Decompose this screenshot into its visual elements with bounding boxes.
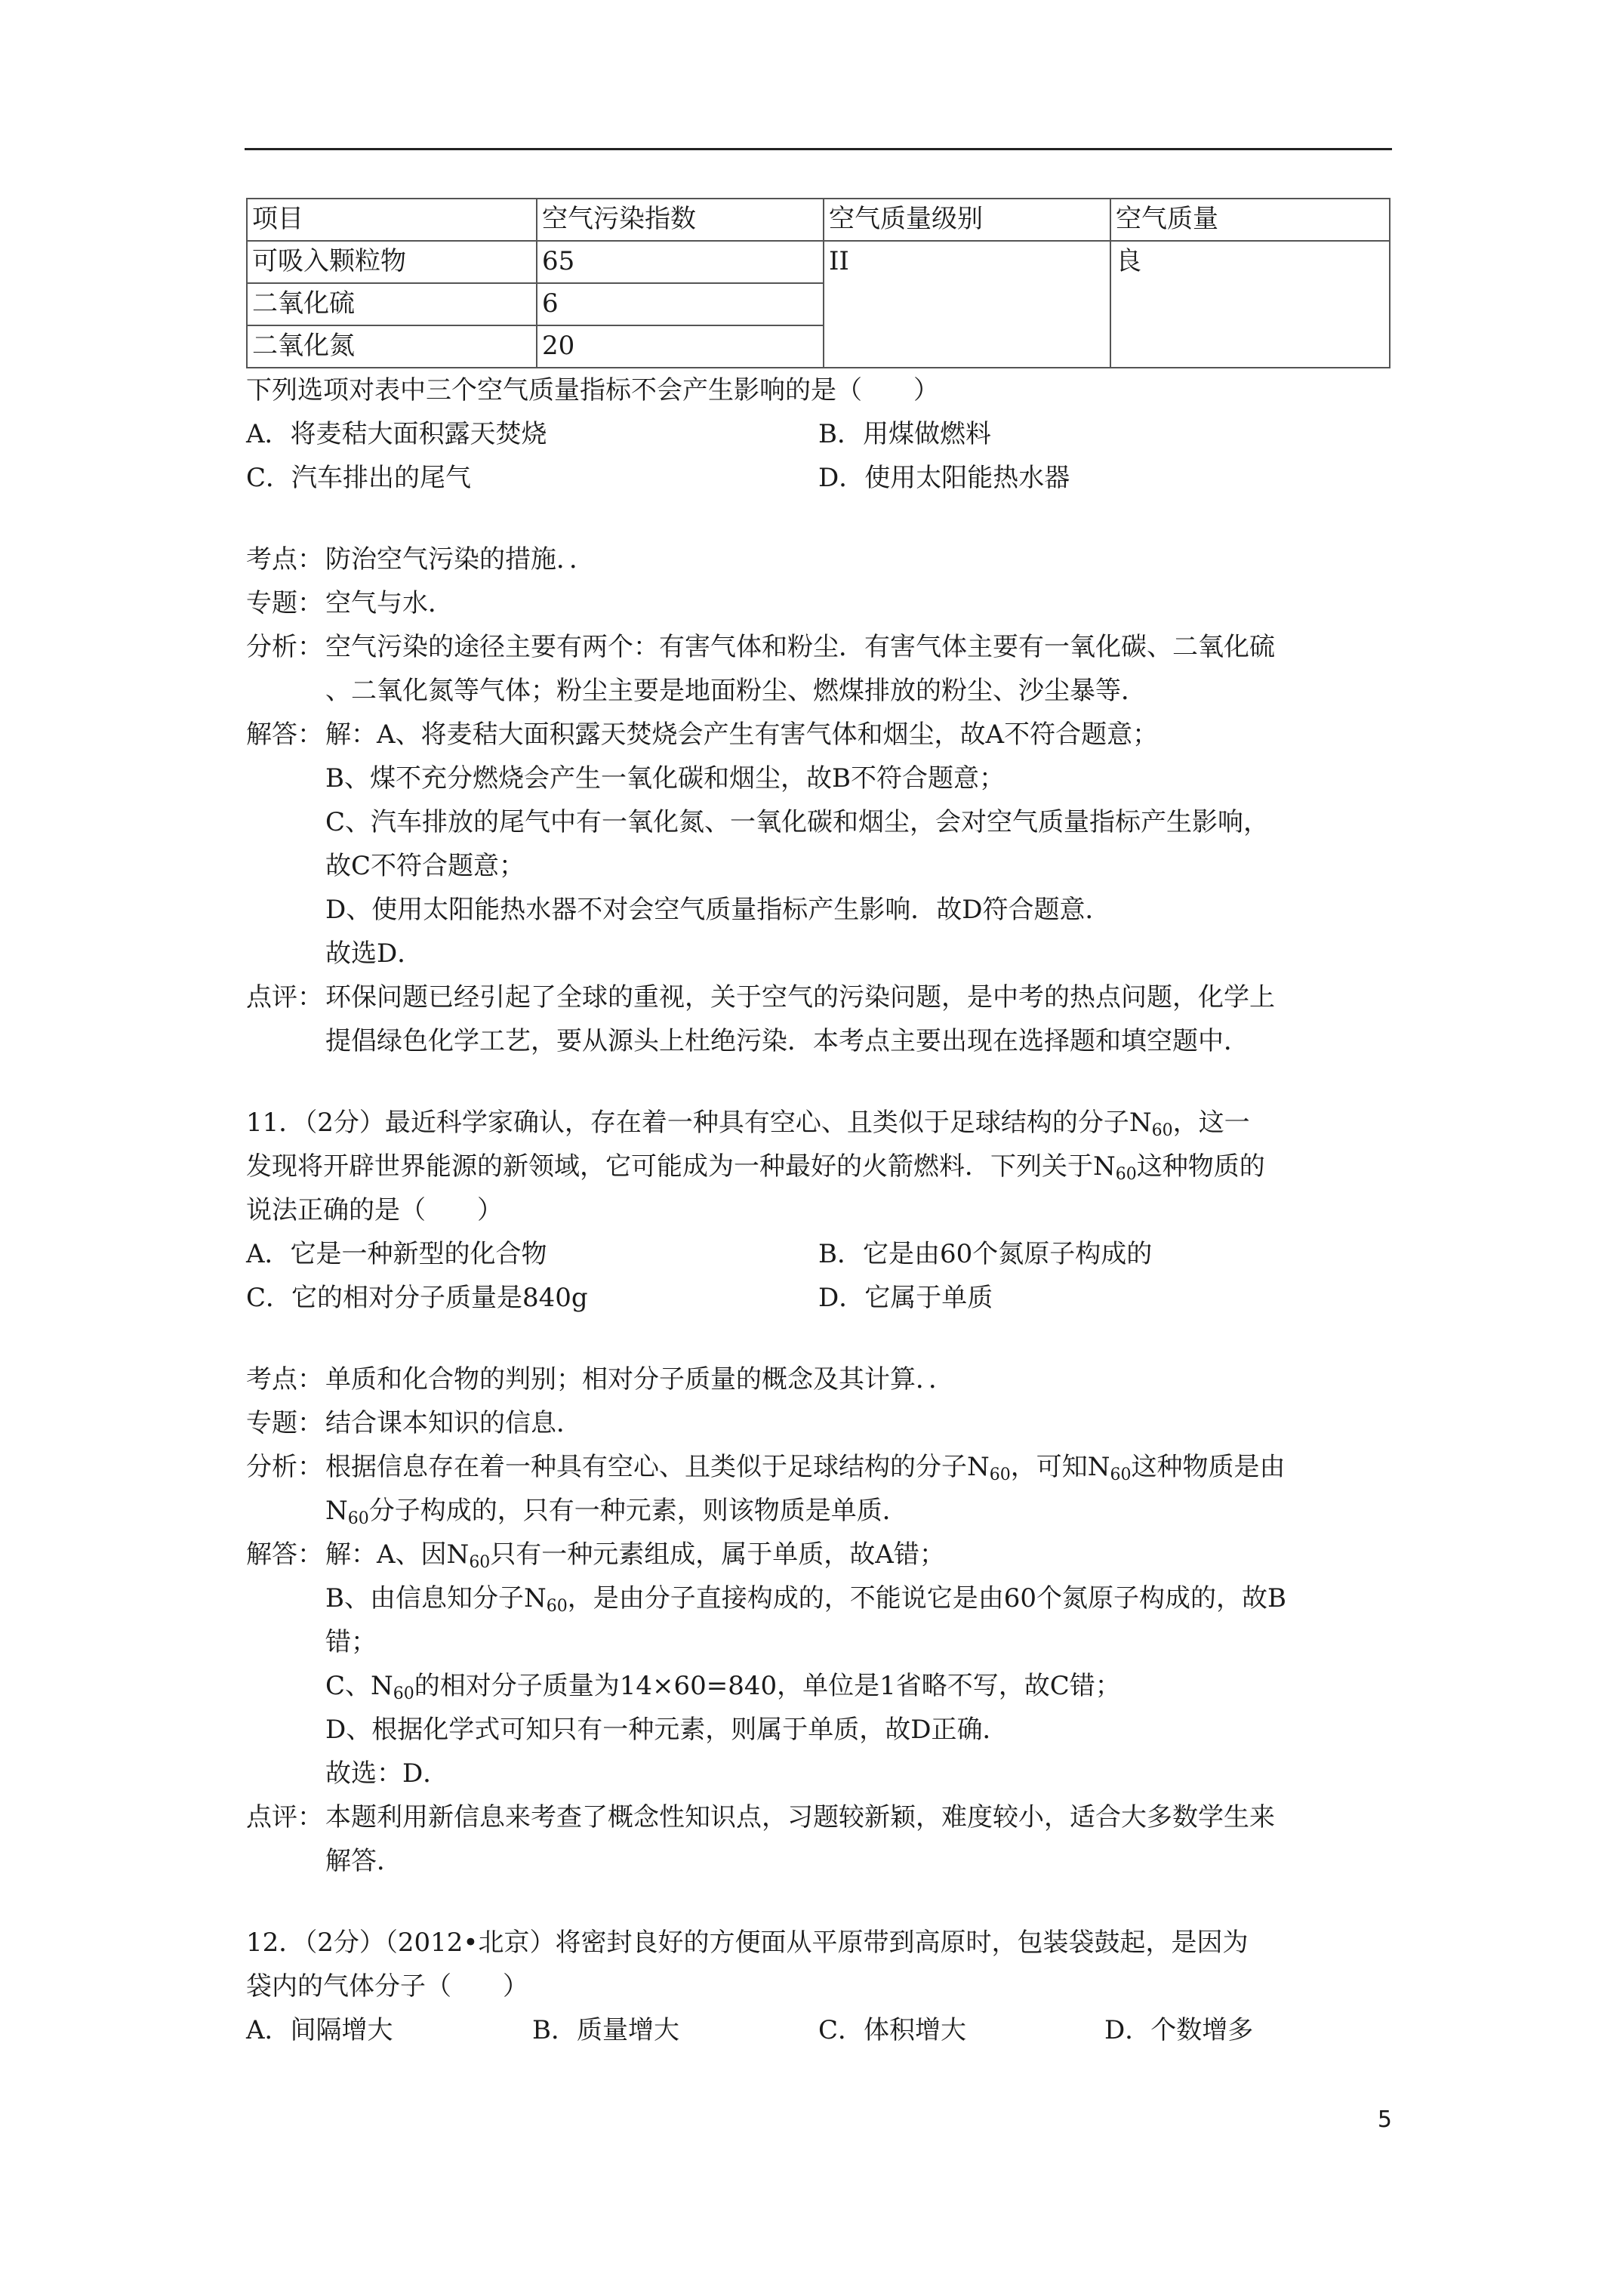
fenxi-text: 根据信息存在着一种具有空心、且类似于足球结构的分子$N_{60}$，可知$N_{60}$这种物质是由	[325, 1452, 1286, 1484]
answer-10-jieda	[246, 713, 1390, 757]
answer-10-dianping	[246, 975, 1390, 1019]
fenxi-text-continued: $N_{60}$分子构成的，只有一种元素，则该物质是单质．	[325, 1496, 908, 1528]
table-cell-level: II	[824, 241, 1110, 368]
table-header-cell: 项目	[247, 199, 537, 241]
answer-11-zhuanti	[246, 1401, 1390, 1445]
option-c: C．它的相对分子质量是840g	[246, 1283, 588, 1313]
table-cell-index: 65	[537, 241, 824, 283]
air-quality-table	[246, 198, 1390, 368]
answer-11-kaodian	[246, 1358, 1390, 1401]
jieda-line: 故选D．	[325, 938, 423, 969]
table-cell-item: 二氧化氮	[247, 325, 537, 368]
jieda-line: D、使用太阳能热水器不对会空气质量指标产生影响．故D符合题意．	[325, 895, 1111, 925]
question-12-options-row	[246, 2008, 1390, 2052]
page-number: 5	[1377, 2106, 1392, 2133]
zhuanti-label: 专题：	[246, 588, 323, 618]
table-cell-index: 20	[537, 325, 824, 368]
jieda-line: 故C不符合题意；	[325, 851, 525, 881]
option-c: C．汽车排出的尾气	[246, 463, 472, 493]
fenxi-label: 分析：	[246, 1452, 323, 1482]
jieda-line: B、煤不充分燃烧会产生一氧化碳和烟尘，故B不符合题意；	[325, 763, 1005, 794]
answer-10-kaodian	[246, 538, 1390, 581]
jieda-line: 错；	[325, 1627, 377, 1657]
kaodian-text: 单质和化合物的判别；相对分子质量的概念及其计算．．	[325, 1364, 954, 1395]
answer-11-fenxi	[246, 1445, 1390, 1489]
dianping-text: 环保问题已经引起了全球的重视，关于空气的污染问题，是中考的热点问题，化学上	[325, 982, 1275, 1012]
option-b: B．用煤做燃料	[818, 419, 991, 449]
table-row	[247, 241, 1390, 283]
option-a: A．间隔增大	[246, 2015, 393, 2045]
table-header-row	[247, 199, 1390, 241]
question-12-line-1: 12．（2分）（2012•北京）将密封良好的方便面从平原带到高原时，包装袋鼓起，是因为	[246, 1928, 1249, 1958]
option-c: C．体积增大	[818, 2015, 967, 2045]
kaodian-label: 考点：	[246, 1364, 323, 1395]
table-header-cell: 空气污染指数	[537, 199, 824, 241]
question-12-line-2: 袋内的气体分子（ ）	[246, 1971, 528, 2002]
question-10-stem: 下列选项对表中三个空气质量指标不会产生影响的是（ ）	[246, 375, 939, 405]
jieda-label: 解答：	[246, 720, 323, 750]
answer-11-jieda	[246, 1533, 1390, 1576]
option-d: D．个数增多	[1104, 2015, 1254, 2045]
question-11-line-2: 发现将开辟世界能源的新领域，它可能成为一种最好的火箭燃料．下列关于$N_{60}$这种物质的	[246, 1151, 1265, 1184]
jieda-line: B、由信息知分子$N_{60}$，是由分子直接构成的，不能说它是由60个氮原子构成的，故B	[325, 1583, 1286, 1616]
table-cell-quality: 良	[1110, 241, 1390, 368]
question-11-line-1: 11．（2分）最近科学家确认，存在着一种具有空心、且类似于足球结构的分子$N_{60}$，这一	[246, 1108, 1250, 1140]
question-11-options-row-1	[246, 1232, 1390, 1276]
fenxi-text-continued: 、二氧化氮等气体；粉尘主要是地面粉尘、燃煤排放的粉尘、沙尘暴等．	[325, 676, 1147, 706]
header-rule	[245, 148, 1392, 150]
answer-10-fenxi	[246, 625, 1390, 669]
option-a: A．它是一种新型的化合物	[246, 1239, 547, 1269]
table-cell-index: 6	[537, 283, 824, 325]
jieda-text: 解：A、因$N_{60}$只有一种元素组成，属于单质，故A错；	[325, 1539, 945, 1572]
dianping-label: 点评：	[246, 1802, 323, 1832]
question-11-line-3: 说法正确的是（ ）	[246, 1195, 503, 1225]
table-cell-item: 可吸入颗粒物	[247, 241, 537, 283]
jieda-line: 故选：D．	[325, 1758, 449, 1789]
dianping-text-continued: 提倡绿色化学工艺，要从源头上杜绝污染．本考点主要出现在选择题和填空题中．	[325, 1026, 1249, 1056]
jieda-line: C、$N_{60}$的相对分子质量为14×60=840，单位是1省略不写，故C错；	[325, 1671, 1121, 1703]
table-cell-item: 二氧化硫	[247, 283, 537, 325]
zhuanti-label: 专题：	[246, 1408, 323, 1438]
jieda-line: C、汽车排放的尾气中有一氧化氮、一氧化碳和烟尘，会对空气质量指标产生影响，	[325, 807, 1270, 837]
jieda-text: 解：A、将麦秸大面积露天焚烧会产生有害气体和烟尘，故A不符合题意；	[325, 720, 1159, 750]
answer-11-dianping	[246, 1795, 1390, 1839]
option-b: B．质量增大	[532, 2015, 679, 2045]
jieda-line: D、根据化学式可知只有一种元素，则属于单质，故D正确．	[325, 1715, 1009, 1745]
option-b: B．它是由60个氮原子构成的	[818, 1239, 1153, 1269]
table-header-cell: 空气质量	[1110, 199, 1390, 241]
dianping-label: 点评：	[246, 982, 323, 1012]
dianping-text-continued: 解答．	[325, 1846, 402, 1876]
fenxi-text: 空气污染的途径主要有两个：有害气体和粉尘．有害气体主要有一氧化碳、二氧化硫	[325, 632, 1275, 662]
kaodian-label: 考点：	[246, 544, 323, 575]
question-10-options-row-1	[246, 412, 1390, 456]
option-d: D．它属于单质	[818, 1283, 993, 1313]
jieda-label: 解答：	[246, 1539, 323, 1570]
kaodian-text: 防治空气污染的措施．．	[325, 544, 595, 575]
zhuanti-text: 空气与水．	[325, 588, 454, 618]
table-header-cell: 空气质量级别	[824, 199, 1110, 241]
fenxi-label: 分析：	[246, 632, 323, 662]
question-11-options-row-2	[246, 1276, 1390, 1320]
question-10-options-row-2	[246, 456, 1390, 500]
option-d: D．使用太阳能热水器	[818, 463, 1070, 493]
answer-10-zhuanti	[246, 581, 1390, 625]
page-content	[246, 198, 1390, 2052]
dianping-text: 本题利用新信息来考查了概念性知识点，习题较新颖，难度较小，适合大多数学生来	[325, 1802, 1275, 1832]
zhuanti-text: 结合课本知识的信息．	[325, 1408, 582, 1438]
option-a: A．将麦秸大面积露天焚烧	[246, 419, 547, 449]
